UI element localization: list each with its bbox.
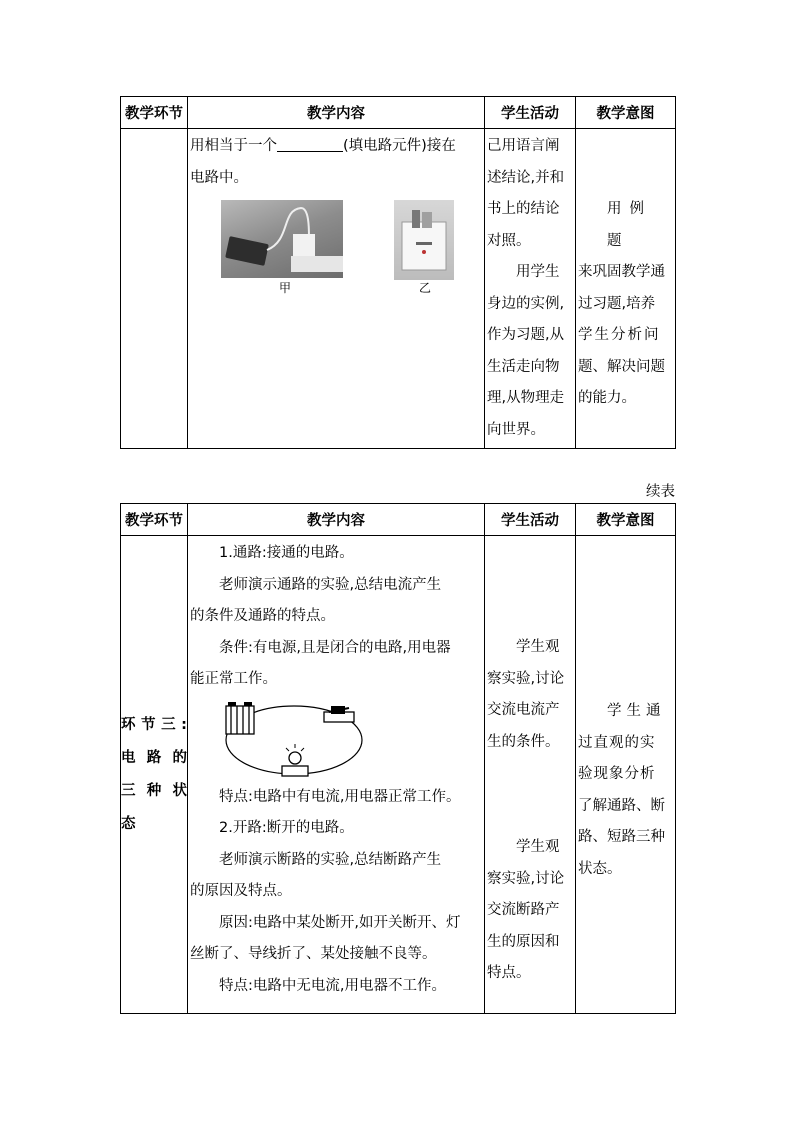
stage-cell-empty	[121, 129, 188, 449]
content-line: 1.通路:接通的电路。	[219, 545, 354, 561]
battery-icon	[226, 702, 254, 734]
content-line: 老师演示断路的实验,总结断路产生	[219, 851, 442, 868]
activity-line: 对照。	[487, 232, 531, 249]
activity-line: 书上的结论	[487, 201, 560, 217]
activity-line: 特点。	[487, 965, 531, 981]
content-cell	[188, 536, 485, 1014]
activity-line: 述结论,并和	[487, 169, 565, 186]
header-stage: 教学环节	[121, 97, 188, 129]
intent-line: 过习题,培养	[578, 295, 656, 312]
photo-row	[188, 196, 484, 306]
intent-line: 来巩固教学通	[578, 264, 665, 280]
header-intent: 教学意图	[576, 504, 676, 536]
activity-line: 察实验,讨论	[487, 870, 565, 887]
stage-line: 环节三:	[121, 716, 187, 733]
activity-line: 用学生	[516, 264, 560, 280]
content-line: 特点:电路中有电流,用电器正常工作。	[219, 788, 461, 805]
activity-line: 作为习题,从	[487, 327, 565, 343]
content-line: 特点:电路中无电流,用电器不工作。	[219, 977, 446, 994]
content-cell	[188, 129, 485, 449]
header-activity: 学生活动	[485, 97, 576, 129]
table-row	[121, 536, 676, 1014]
content-line: 老师演示通路的实验,总结电流产生	[219, 576, 442, 593]
phone-charger-photo	[221, 200, 343, 278]
fill-in-blank	[277, 134, 343, 152]
intent-line: 学生通	[607, 703, 666, 719]
table-header-row	[121, 504, 676, 536]
card-holder-photo	[394, 200, 454, 280]
activity-cell	[485, 129, 576, 449]
continued-label: 续表	[646, 484, 675, 500]
content-line: 的条件及通路的特点。	[190, 608, 335, 624]
content-line: 的原因及特点。	[190, 883, 292, 899]
activity-line: 理,从物理走	[487, 390, 565, 406]
intent-line: 验现象分析	[578, 766, 656, 782]
activity-line: 生的条件。	[487, 733, 560, 750]
header-stage: 教学环节	[121, 504, 188, 536]
activity-line: 交流断路产	[487, 902, 560, 918]
activity-line: 生活走向物	[487, 358, 560, 375]
photo-label-jia: 甲	[279, 281, 292, 295]
intent-line: 过直观的实	[578, 734, 656, 751]
content-line: 条件:有电源,且是闭合的电路,用电器	[219, 639, 451, 656]
lightbulb-icon	[282, 744, 308, 776]
content-line: 丝断了、导线折了、某处接触不良等。	[190, 946, 437, 962]
lesson-table-2	[120, 503, 676, 1014]
intent-line: 用例题	[607, 201, 652, 249]
intent-cell	[576, 129, 676, 449]
header-content: 教学内容	[188, 504, 485, 536]
activity-line: 向世界。	[487, 421, 545, 438]
circuit-diagram	[216, 700, 366, 782]
activity-line: 察实验,讨论	[487, 670, 565, 687]
stage-cell	[121, 536, 188, 1014]
stage-line: 三种状	[121, 782, 187, 799]
intent-line: 学生分析问	[578, 327, 661, 343]
activity-cell	[485, 536, 576, 1014]
header-intent: 教学意图	[576, 97, 676, 129]
intent-line: 了解通路、断	[578, 797, 665, 814]
intent-line: 的能力。	[578, 390, 636, 406]
content-line: 电路中。	[190, 169, 248, 186]
activity-line: 己用语言阐	[487, 138, 560, 154]
intent-line: 题、解决问题	[578, 358, 665, 375]
intent-cell	[576, 536, 676, 1014]
content-line: 用相当于一个 (填电路元件)接在	[190, 131, 481, 163]
header-content: 教学内容	[188, 97, 485, 129]
activity-line: 交流电流产	[487, 702, 560, 718]
photo-label-yi: 乙	[419, 281, 432, 295]
content-line: 原因:电路中某处断开,如开关断开、灯	[219, 914, 461, 931]
content-line: 2.开路:断开的电路。	[219, 820, 354, 836]
header-activity: 学生活动	[485, 504, 576, 536]
stage-line: 态	[121, 815, 136, 832]
intent-line: 状态。	[578, 860, 622, 877]
activity-line: 生的原因和	[487, 933, 560, 950]
table-header-row	[121, 97, 676, 129]
lesson-table-1	[120, 96, 676, 449]
table-row	[121, 129, 676, 449]
stage-line: 电路的	[121, 749, 187, 766]
activity-line: 学生观	[516, 839, 560, 855]
activity-line: 学生观	[516, 639, 560, 655]
activity-line: 身边的实例,	[487, 295, 565, 312]
content-line: 能正常工作。	[190, 671, 277, 687]
intent-line: 路、短路三种	[578, 829, 665, 845]
switch-icon	[324, 706, 354, 722]
